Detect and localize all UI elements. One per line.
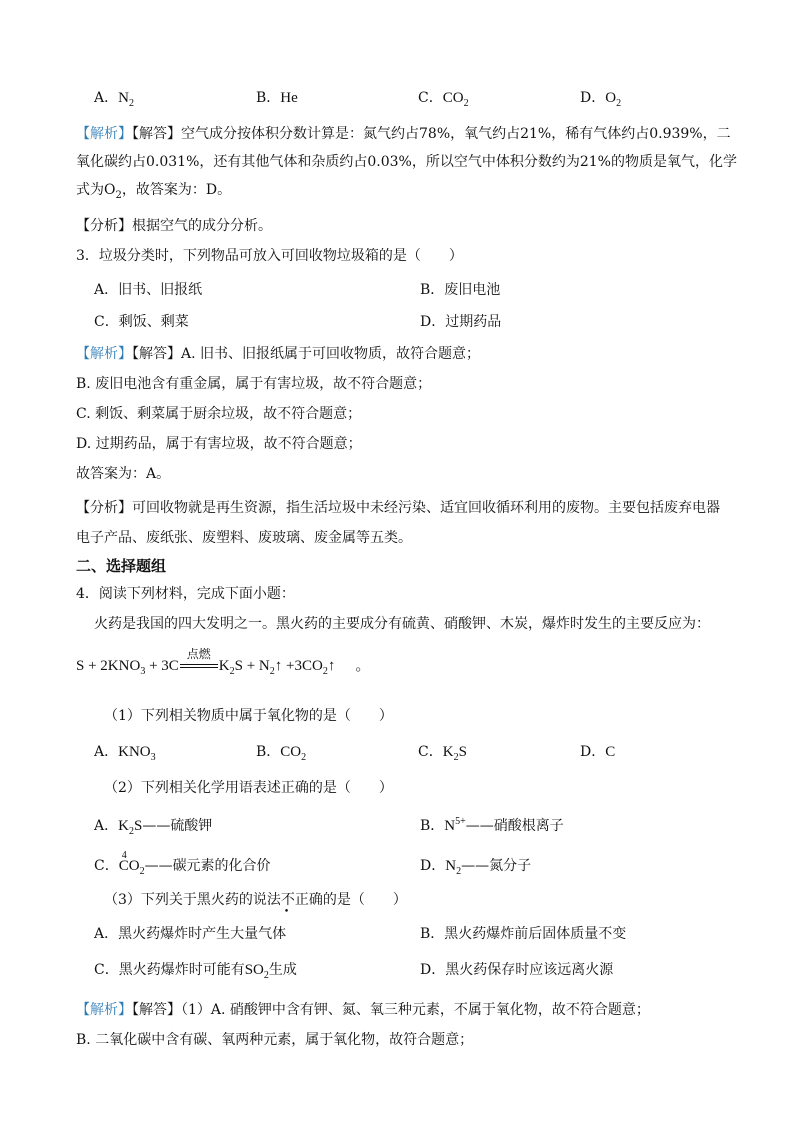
q4-sub1-option-b [256, 742, 306, 762]
q4-sub2-option-b [420, 816, 564, 836]
answer-text: 空气成分按体积分数计算是：氮气约占78%，氧气约占21%，稀有气体约占0.939%，二 [181, 126, 731, 142]
q4-sub2-option-a [94, 816, 212, 836]
q4-sub1-option-c [418, 742, 467, 762]
q3-answer-line-3: C. 剩饭、剩菜属于厨余垃圾，故不符合题意； [76, 406, 362, 422]
formula-symbol: CO [280, 744, 302, 760]
stem-text: 正确的是（ ） [294, 892, 407, 908]
q2-answer-line-2: 氧化碳约占0.031%，还有其他气体和杂质约占0.03%，所以空气中体积分数约为21%的物质是氧气，化学 [76, 154, 737, 170]
formula-sub: 2 [463, 98, 469, 109]
eq-end: 。 [355, 658, 371, 674]
q2-option-b [256, 88, 298, 108]
formula [118, 744, 156, 763]
formula-symbol: N [444, 818, 456, 834]
option-text: C．黑火药爆炸时可能有 [94, 962, 245, 978]
reaction-condition-arrow [179, 647, 219, 676]
answer-tag: 【解答】 [132, 126, 181, 142]
q4-sub3-option-c [94, 960, 297, 980]
option-letter: A． [94, 744, 119, 760]
eq-right1: K [218, 658, 230, 674]
answer-text: 式为O [76, 182, 116, 198]
arrow-bar-top [180, 664, 218, 665]
formula-symbol: O [605, 90, 617, 106]
formula [118, 90, 134, 109]
formula-symbol: N [118, 90, 129, 106]
answer-tag: 【解答】 [132, 346, 181, 362]
q3-stem: 3．垃圾分类时，下列物品可放入可回收物垃圾箱的是（ ） [76, 248, 463, 264]
q4-sub3-option-d: D．黑火药保存时应该远离火源 [420, 962, 614, 978]
q2-answer-line-1 [76, 124, 731, 144]
option-letter: C． [418, 744, 443, 760]
eq-left2: + 3C [145, 658, 179, 674]
q4-equation [76, 647, 371, 677]
formula-symbol: K [118, 818, 129, 834]
q4-sub1-option-d [580, 742, 615, 762]
formula [118, 818, 143, 837]
option-letter: A． [94, 90, 119, 106]
stem-text: （3）下列关于黑火药的说法 [104, 892, 281, 908]
formula-sub: 2 [616, 98, 622, 109]
formula-symbol: KNO [118, 744, 151, 760]
formula-sub: 2 [453, 752, 459, 763]
q4-sub2-stem: （2）下列相关化学用语表述正确的是（ ） [104, 780, 393, 796]
formula [444, 818, 465, 834]
q4-sub3-option-b: B．黑火药爆炸前后固体质量不变 [420, 926, 627, 942]
option-letter: D． [580, 90, 606, 106]
formula-symbol: N [445, 858, 457, 874]
reaction-condition: 点燃 [186, 647, 211, 661]
formula-sub: 3 [150, 752, 156, 763]
q3-answer-line-2: B. 废旧电池含有重金属，属于有害垃圾，故不符合题意； [76, 376, 432, 392]
q3-option-c: C．剩饭、剩菜 [94, 314, 189, 330]
option-letter: D． [580, 744, 606, 760]
formula [244, 962, 269, 981]
q2-fenxi [76, 216, 272, 236]
analysis-tag: 【解析】 [76, 1002, 132, 1018]
eq-sub: 2 [229, 666, 235, 677]
eq-sub: 2 [269, 666, 275, 677]
formula-symbol: He [280, 90, 298, 106]
option-text: ——氮分子 [461, 858, 532, 874]
option-letter: D． [420, 858, 446, 874]
formula-symbol: C [605, 744, 616, 760]
q3-option-b: B．废旧电池 [420, 282, 501, 298]
formula-sub: 2 [301, 752, 307, 763]
option-letter: C． [94, 858, 119, 874]
formula-sub: 2 [128, 826, 134, 837]
formula [118, 850, 145, 877]
arrow-bar-bottom [180, 667, 218, 668]
formula-sub: 2 [128, 98, 134, 109]
formula-sub: 2 [263, 970, 269, 981]
q3-option-a: A．旧书、旧报纸 [94, 282, 203, 298]
q4-material: 火药是我国的四大发明之一。黑火药的主要成分有硫黄、硝酸钾、木炭，爆炸时发生的主要反应为： [94, 616, 710, 632]
answer-tag: 【解答】 [132, 1002, 181, 1018]
fenxi-tag: 【分析】 [76, 500, 132, 516]
formula-sub: 2 [456, 866, 462, 877]
formula-symbol: SO [244, 962, 264, 978]
q3-answer-line-4: D. 过期药品，属于有害垃圾，故不符合题意； [76, 436, 362, 452]
formula [445, 858, 462, 877]
formula-sub: 2 [139, 866, 145, 877]
formula [442, 90, 469, 109]
option-letter: C． [418, 90, 443, 106]
q4-sub2-option-c [94, 850, 271, 877]
q3-option-d: D．过期药品 [420, 314, 502, 330]
q2-option-a [94, 88, 134, 108]
eq-right4: ↑ [327, 658, 336, 674]
formula-post: S [133, 818, 143, 834]
q4-sub3-option-a: A．黑火药爆炸时产生大量气体 [94, 926, 287, 942]
option-text: ——硝酸根离子 [465, 818, 564, 834]
eq-sub: 3 [140, 666, 146, 677]
formula-post: S [458, 744, 467, 760]
option-letter: B． [256, 90, 281, 106]
valence-mark: 4 [121, 850, 127, 861]
q3-fenxi-line-2: 电子产品、废纸张、废塑料、废玻璃、废金属等五类。 [76, 530, 412, 546]
q2-answer-line-3 [76, 180, 231, 200]
eq-right2: S + N [234, 658, 270, 674]
fenxi-text: 可回收物就是再生资源，指生活垃圾中未经污染、适宜回收循环利用的废物。主要包括废弃电器 [132, 500, 720, 516]
q4-sub1-stem: （1）下列相关物质中属于氧化物的是（ ） [104, 708, 393, 724]
analysis-tag: 【解析】 [76, 346, 132, 362]
q4-sub2-option-d [420, 856, 531, 876]
analysis-tag: 【解析】 [76, 126, 132, 142]
q4-sub3-stem [104, 890, 407, 910]
q4-answer-line-2: B. 二氧化碳中含有碳、氧两种元素，属于氧化物，故符合题意； [76, 1032, 474, 1048]
section-title: 二、选择题组 [76, 557, 167, 575]
q4-answer-line-1 [76, 1000, 650, 1020]
fenxi-text: 根据空气的成分分析。 [132, 218, 272, 234]
formula [442, 744, 467, 763]
formula-sub: 2 [115, 189, 122, 201]
formula [605, 90, 622, 109]
option-letter: B． [420, 818, 445, 834]
q4-sub1-option-a [94, 742, 156, 762]
q3-answer-line-5: 故答案为：A。 [76, 466, 171, 482]
q4-stem: 4．阅读下列材料，完成下面小题： [76, 586, 295, 602]
emphasis-dot-text: 不 [280, 892, 295, 908]
eq-sub: 2 [322, 666, 328, 677]
formula-sup: 5+ [455, 816, 466, 827]
option-letter: B． [256, 744, 281, 760]
answer-text: （1）A. 硝酸钾中含有钾、氮、氧三种元素，不属于氧化物，故不符合题意； [181, 1002, 650, 1018]
answer-text: A. 旧书、旧报纸属于可回收物质，故符合题意； [181, 346, 481, 362]
formula-symbol: K [442, 744, 454, 760]
formula [280, 744, 307, 763]
option-letter: A． [94, 818, 119, 834]
answer-text: ，故答案为：D。 [121, 182, 232, 198]
eq-right3: ↑ +3CO [274, 658, 323, 674]
option-text: ——碳元素的化合价 [144, 858, 271, 874]
q2-option-d [580, 88, 621, 108]
fenxi-tag: 【分析】 [76, 218, 132, 234]
option-text: 生成 [268, 962, 297, 978]
q3-answer-line-1 [76, 344, 480, 364]
eq-left: S + 2KNO [76, 658, 141, 674]
q2-option-c [418, 88, 469, 108]
formula-symbol: CO [118, 858, 140, 874]
q3-fenxi-line-1 [76, 498, 720, 518]
formula-symbol: CO [442, 90, 464, 106]
option-text: ——硫酸钾 [142, 818, 213, 834]
